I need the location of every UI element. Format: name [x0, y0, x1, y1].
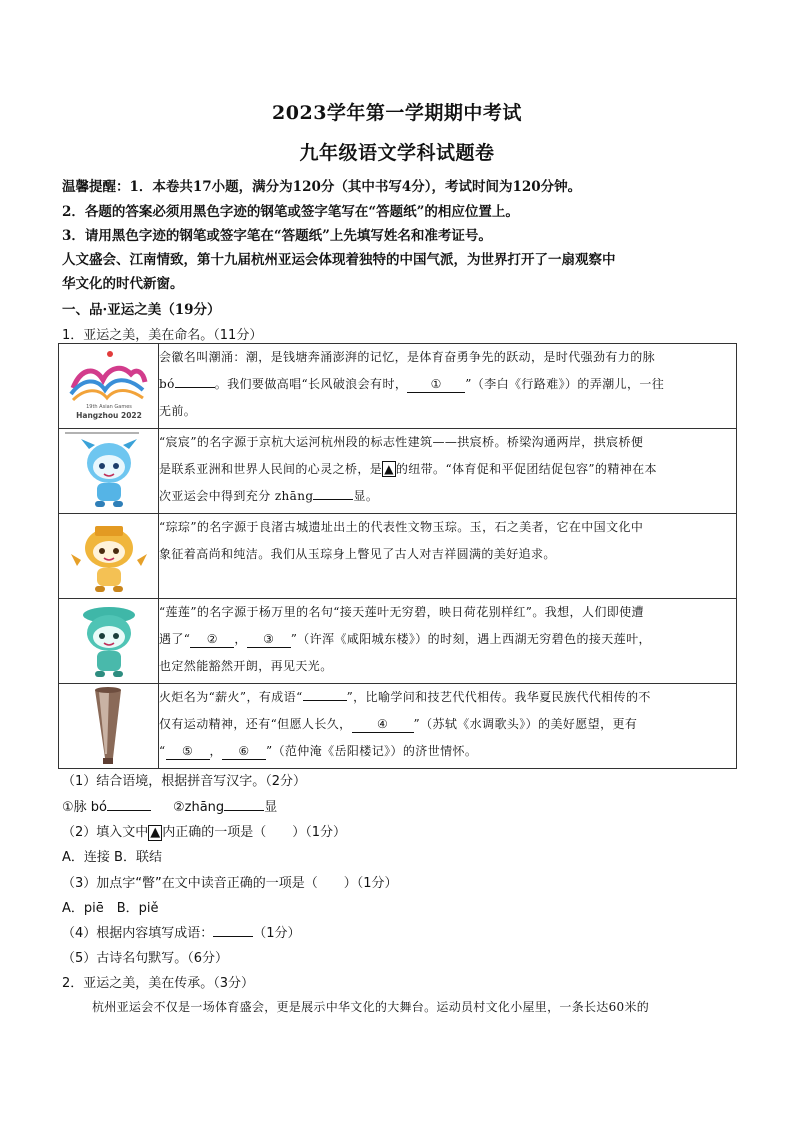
note-line-3: 3．请用黑色字迹的钢笔或签字笔在“答题纸”上先填写姓名和准考证号。 [62, 228, 492, 244]
mascot-congcong-image [59, 514, 158, 598]
answer-bo-label: ①脉 bó [62, 800, 107, 815]
naming-table [58, 343, 737, 769]
row5-line1-text-a: 火炬名为“薪火”，有成语“ [159, 690, 303, 704]
row3-line1: “琮琮”的名字源于良渚古城遗址出土的代表性文物玉琮。玉，石之美者，它在中国文化中 [159, 520, 644, 534]
emblem-text-cell [159, 344, 737, 429]
question-2-title: 2．亚运之美，美在传承。（3分） [62, 976, 255, 991]
torch-image-cell [59, 684, 159, 769]
row5-line3 [159, 738, 736, 765]
subquestion-3-options: A．piē B．piě [62, 901, 159, 916]
row4-comma: ， [234, 632, 247, 646]
question-2-text: 杭州亚运会不仅是一场体育盛会，更是展示中华文化的大舞台。运动员村文化小屋里，一条长达60米的 [92, 1000, 650, 1014]
question-1-title: 1．亚运之美，美在命名。（11分） [62, 328, 263, 343]
blank-idiom [303, 700, 347, 701]
subquestion-4-text-b: （1分） [253, 926, 301, 941]
row2-line2-text-a: 是联系亚洲和世界人民间的心灵之桥，是 [159, 462, 383, 476]
subquestion-1-answers [62, 796, 742, 815]
row5-line1-text-b: ”，比喻学问和技艺代代相传。我华夏民族代代相传的不 [346, 690, 651, 704]
blank-1: ① [407, 377, 465, 393]
answer-zhang-label: ②zhāng [173, 800, 225, 815]
subquestion-2-text-a: （2）填入文中 [62, 825, 149, 840]
table-row-congcong [59, 514, 737, 599]
row4-line3: 也定然能豁然开朗，再见天光。 [159, 659, 333, 673]
answer-bo-blank[interactable] [107, 810, 151, 811]
note-line-1: 温馨提醒：1．本卷共17小题，满分为120分（其中书写4分），考试时间为120分钟。 [62, 179, 582, 195]
pinyin-bo: bó [159, 377, 175, 391]
mascot-chenchen-image [59, 429, 158, 513]
exam-title: 2023学年第一学期期中考试 [272, 102, 522, 124]
row5-line2-text-b: ”（苏轼《水调歌头》）的美好愿望，更有 [413, 717, 638, 731]
subquestion-1: （1）结合语境，根据拼音写汉字。（2分） [62, 774, 307, 789]
lianlian-text-cell [159, 599, 737, 684]
row2-line2-text-b: 的纽带。“体育促和平促团结促包容”的精神在本 [395, 462, 657, 476]
row1-line1: 会徽名叫潮涌：潮，是钱塘奔涌澎湃的记忆，是体育奋勇争先的跃动，是时代强劲有力的脉 [159, 350, 656, 364]
triangle-box: ▲ [384, 462, 394, 476]
row2-line3-text-b: 显。 [353, 489, 379, 503]
intro-line-2: 华文化的时代新窗。 [62, 276, 184, 292]
note-line-2: 2．各题的答案必须用黑色字迹的钢笔或签字笔写在“答题纸”的相应位置上。 [62, 204, 519, 220]
row2-line1: “宸宸”的名字源于京杭大运河杭州段的标志性建筑——拱宸桥。桥梁沟通两岸，拱宸桥便 [159, 435, 644, 449]
row5-line2 [159, 711, 736, 738]
table-row-chenchen [59, 429, 737, 514]
row4-line1: “莲莲”的名字源于杨万里的名句“接天莲叶无穷碧，映日荷花别样红”。我想，人们即使遭 [159, 605, 644, 619]
subquestion-4-text-a: （4）根据内容填写成语： [62, 926, 214, 941]
subquestion-2 [62, 821, 742, 841]
row5-line3-text-a: “ [159, 744, 166, 758]
blank-3: ③ [247, 632, 291, 648]
torch-image [59, 684, 158, 768]
row2-line2 [159, 456, 736, 483]
subquestion-4 [62, 922, 742, 941]
table-row-torch [59, 684, 737, 769]
chenchen-image-cell [59, 429, 159, 514]
row5-comma: ， [209, 744, 222, 758]
emblem-image-cell [59, 344, 159, 429]
congcong-text-cell [159, 514, 737, 599]
exam-subtitle: 九年级语文学科试题卷 [299, 142, 495, 164]
section-heading: 一、品·亚运之美（19分） [62, 302, 221, 318]
subquestion-2-options: A．连接 B．联结 [62, 850, 162, 865]
blank-5: ⑤ [166, 744, 210, 760]
table-row-lianlian [59, 599, 737, 684]
row2-line3 [159, 483, 736, 510]
blank-2: ② [190, 632, 234, 648]
row1-line2-text-c: ”（李白《行路难》）的弄潮儿，一往 [465, 377, 665, 391]
lianlian-image-cell [59, 599, 159, 684]
subquestion-3: （3）加点字“瞥”在文中读音正确的一项是（ ）（1分） [62, 876, 398, 891]
blank-zhang [313, 499, 353, 500]
blank-4: ④ [352, 717, 414, 733]
row5-line1 [159, 684, 736, 711]
emblem-caption-2: Hangzhou 2022 [76, 411, 142, 420]
subquestion-5: （5）古诗名句默写。（6分） [62, 951, 229, 966]
blank-6: ⑥ [222, 744, 266, 760]
chenchen-text-cell [159, 429, 737, 514]
row5-line3-text-b: ”（范仲淹《岳阳楼记》）的济世情怀。 [265, 744, 478, 758]
mascot-lianlian-image [59, 599, 158, 683]
table-row-emblem [59, 344, 737, 429]
idiom-answer-blank[interactable] [213, 936, 253, 937]
row1-line3: 无前。 [159, 404, 197, 418]
row4-line2-text-b: ”（许浑《咸阳城东楼》）的时刻，遇上西湖无穷碧色的接天莲叶， [290, 632, 651, 646]
row3-line2: 象征着高尚和纯洁。我们从玉琮身上瞥见了古人对吉祥圆满的美好追求。 [159, 547, 556, 561]
row1-line2 [159, 371, 736, 398]
torch-text-cell [159, 684, 737, 769]
blank-bo [175, 387, 215, 388]
congcong-image-cell [59, 514, 159, 599]
row2-line3-text-a: 次亚运会中得到充分 zhāng [159, 489, 314, 503]
answer-zhang-blank[interactable] [224, 810, 264, 811]
row5-line2-text-a: 仅有运动精神，还有“但愿人长久， [159, 717, 352, 731]
emblem-caption-1: 19th Asian Games [86, 404, 132, 410]
subquestion-2-box: ▲ [150, 825, 161, 840]
row4-line2 [159, 626, 736, 653]
intro-line-1: 人文盛会、江南情致，第十九届杭州亚运会体现着独特的中国气派，为世界打开了一扇观察中 [62, 252, 616, 268]
row4-line2-text-a: 遇了“ [159, 632, 191, 646]
subquestion-2-text-b: 内正确的一项是（ ）（1分） [162, 825, 347, 840]
emblem-logo [59, 344, 158, 428]
answer-zhang-suffix: 显 [264, 800, 278, 815]
row1-line2-text-b: 。我们要做高唱“长风破浪会有时， [214, 377, 408, 391]
